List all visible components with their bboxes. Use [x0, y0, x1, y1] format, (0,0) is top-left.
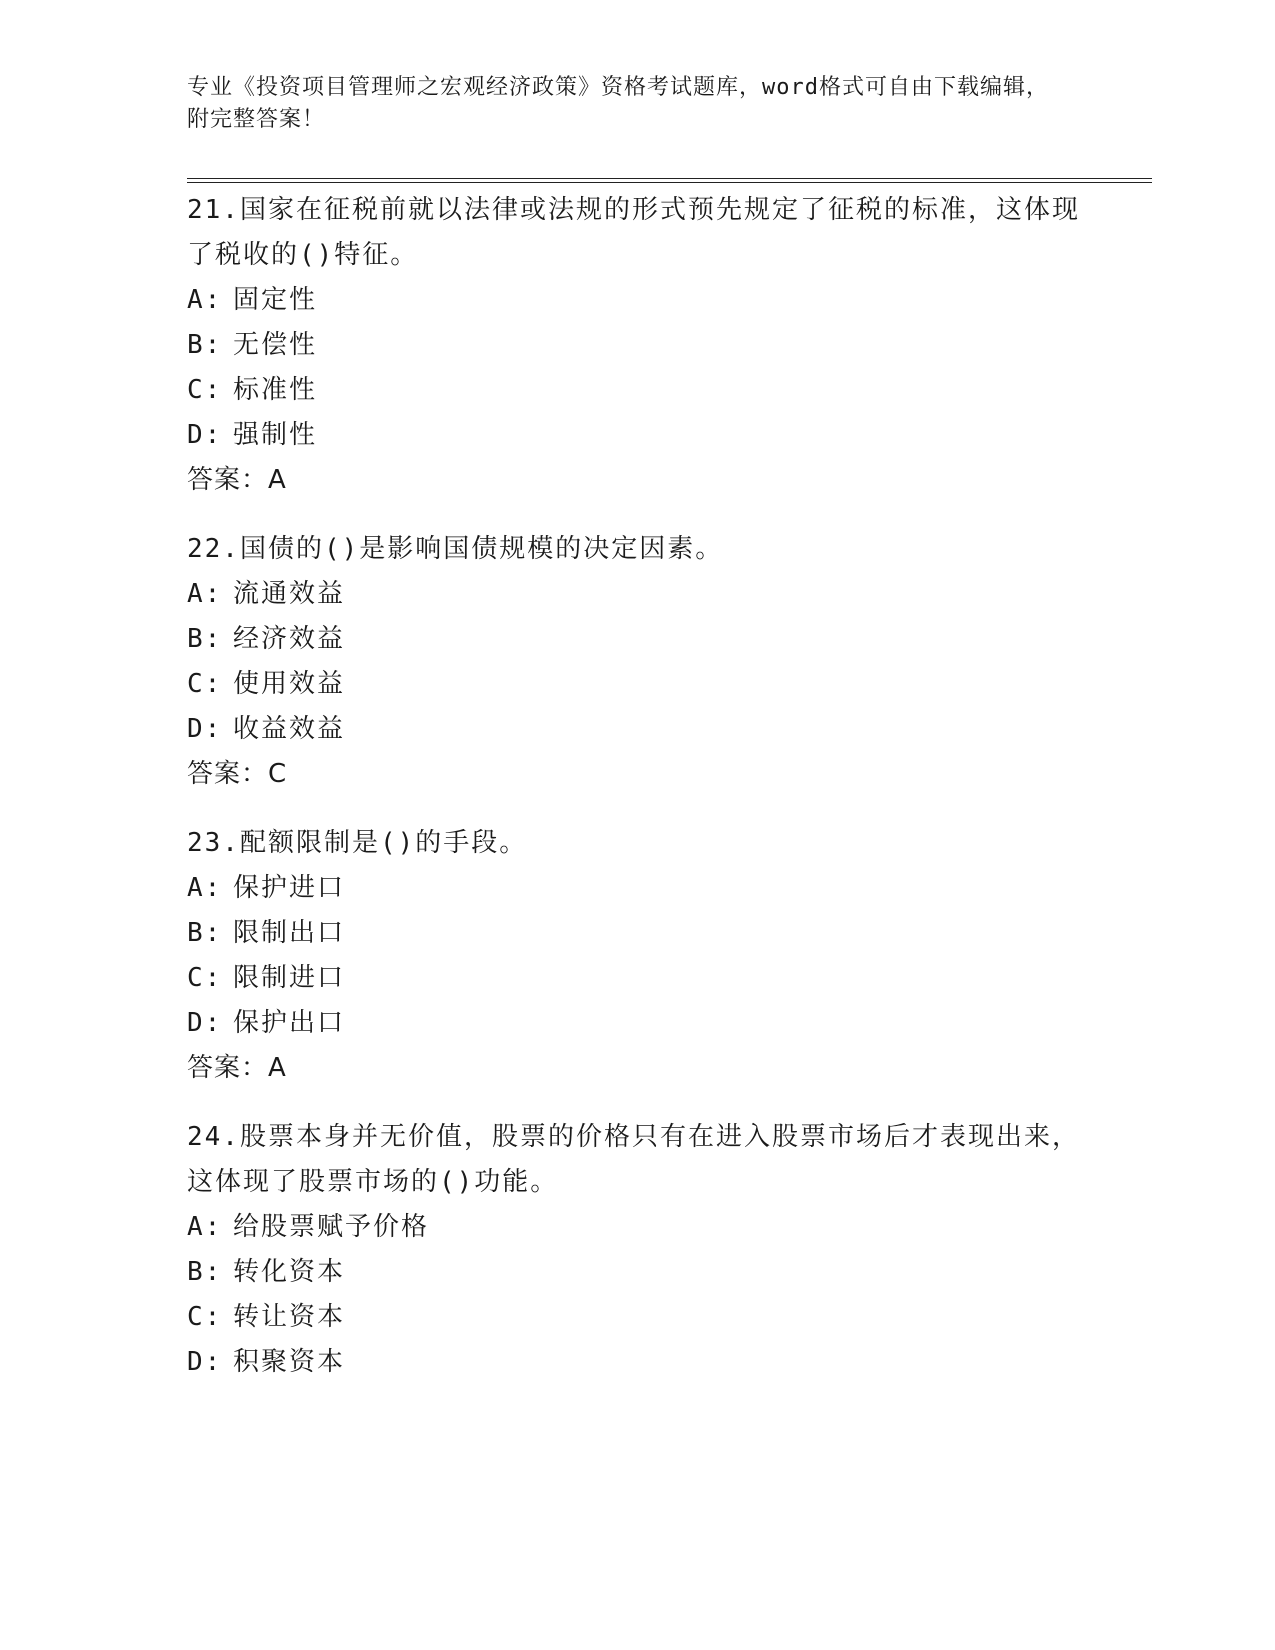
option-letter: C:: [187, 669, 223, 699]
option-d: [187, 1340, 1087, 1385]
question-22: [187, 527, 1087, 797]
option-text: 保护出口: [233, 1008, 346, 1038]
option-c: [187, 368, 1087, 413]
option-letter: A:: [187, 285, 223, 315]
option-letter: A:: [187, 579, 223, 609]
option-letter: B:: [187, 918, 223, 948]
option-a: [187, 572, 1087, 617]
question-text: 24.股票本身并无价值，股票的价格只有在进入股票市场后才表现出来，这体现了股票市场的()功能。: [187, 1122, 1080, 1197]
option-letter: A:: [187, 1212, 223, 1242]
question-21: [187, 188, 1087, 503]
option-text: 积聚资本: [233, 1347, 346, 1377]
option-letter: C:: [187, 1302, 223, 1332]
option-b: [187, 617, 1087, 662]
option-letter: D:: [187, 714, 223, 744]
option-a: [187, 278, 1087, 323]
option-d: [187, 707, 1087, 752]
option-text: 收益效益: [233, 714, 346, 744]
option-a: [187, 1205, 1087, 1250]
option-c: [187, 956, 1087, 1001]
option-text: 强制性: [233, 420, 318, 450]
option-text: 限制进口: [233, 963, 346, 993]
question-text: 23.配额限制是()的手段。: [187, 828, 528, 858]
option-letter: C:: [187, 375, 223, 405]
document-header: 专业《投资项目管理师之宏观经济政策》资格考试题库，word格式可自由下载编辑，附完整答案！: [187, 75, 1049, 132]
option-text: 无偿性: [233, 330, 318, 360]
option-text: 经济效益: [233, 624, 346, 654]
option-b: [187, 323, 1087, 368]
option-d: [187, 413, 1087, 458]
option-text: 限制出口: [233, 918, 346, 948]
option-d: [187, 1001, 1087, 1046]
question-text: 21.国家在征税前就以法律或法规的形式预先规定了征税的标准，这体现了税收的()特征。: [187, 195, 1080, 270]
option-c: [187, 662, 1087, 707]
option-letter: D:: [187, 420, 223, 450]
option-letter: C:: [187, 963, 223, 993]
question-list: [187, 188, 1087, 1409]
option-text: 流通效益: [233, 579, 346, 609]
question-24: [187, 1115, 1087, 1385]
option-b: [187, 911, 1087, 956]
option-letter: D:: [187, 1008, 223, 1038]
option-letter: A:: [187, 873, 223, 903]
answer-text: 答案：A: [187, 1053, 287, 1083]
option-letter: B:: [187, 624, 223, 654]
option-letter: B:: [187, 1257, 223, 1287]
answer-text: 答案：C: [187, 759, 288, 789]
option-a: [187, 866, 1087, 911]
option-c: [187, 1295, 1087, 1340]
header-divider: [187, 178, 1152, 183]
option-b: [187, 1250, 1087, 1295]
option-text: 保护进口: [233, 873, 346, 903]
option-text: 固定性: [233, 285, 318, 315]
option-text: 标准性: [233, 375, 318, 405]
option-text: 转让资本: [233, 1302, 346, 1332]
option-letter: B:: [187, 330, 223, 360]
option-text: 使用效益: [233, 669, 346, 699]
question-text: 22.国债的()是影响国债规模的决定因素。: [187, 534, 724, 564]
answer-text: 答案：A: [187, 465, 287, 495]
question-23: [187, 821, 1087, 1091]
option-text: 给股票赋予价格: [233, 1212, 430, 1242]
option-letter: D:: [187, 1347, 223, 1377]
option-text: 转化资本: [233, 1257, 346, 1287]
